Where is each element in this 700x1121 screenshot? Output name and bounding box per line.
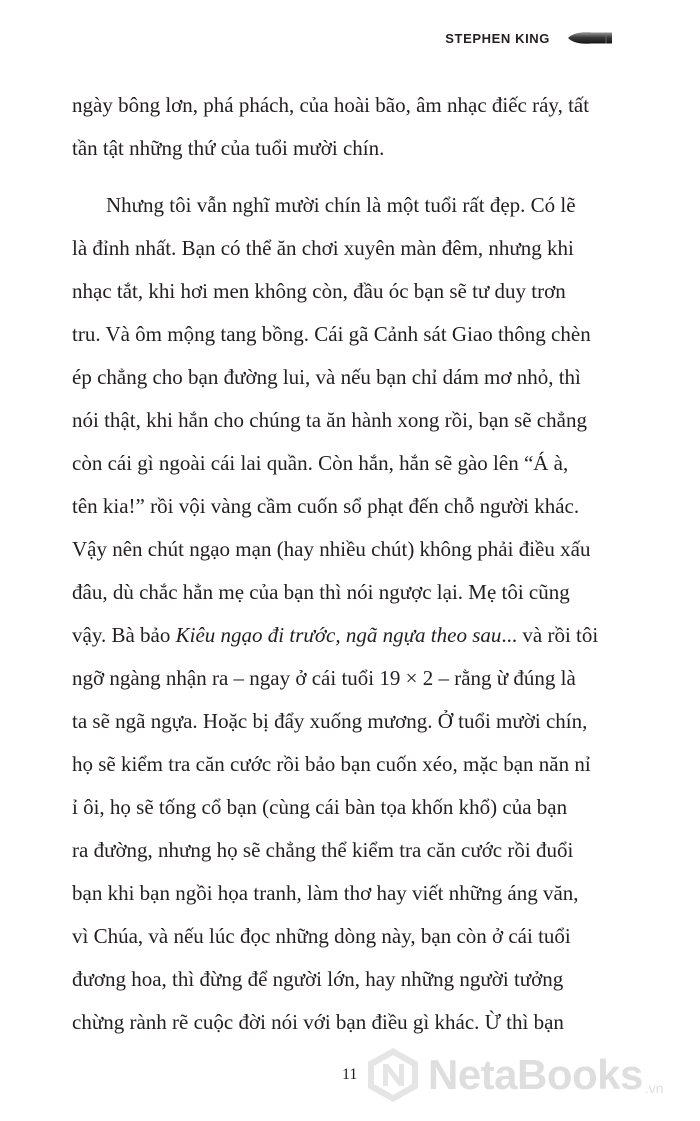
text-line: ngỡ ngàng nhận ra – ngay ở cái tuổi 19 × 2 – rằng ừ đúng là bbox=[72, 666, 576, 690]
text-line: nói thật, khi hắn cho chúng ta ăn hành xong rồi, bạn sẽ chẳng bbox=[72, 408, 587, 432]
watermark-suffix: .vn bbox=[644, 1080, 664, 1096]
page-number: 11 bbox=[342, 1066, 358, 1083]
text-line: bạn khi bạn ngồi họa tranh, làm thơ hay viết những áng văn, bbox=[72, 881, 579, 905]
text-line: vì Chúa, và nếu lúc đọc những dòng này, bạn còn ở cái tuổi bbox=[72, 924, 571, 948]
text-line bbox=[72, 614, 672, 657]
bullet-icon bbox=[566, 29, 670, 47]
text-line: đương hoa, thì đừng để người lớn, hay những người tưởng bbox=[72, 967, 564, 991]
italic-quote: Kiêu ngạo đi trước, ngã ngựa theo sau bbox=[175, 623, 502, 647]
watermark bbox=[364, 1040, 694, 1110]
text-line: tần tật những thứ của tuổi mười chín. bbox=[72, 136, 385, 160]
text-line: Nhưng tôi vẫn nghĩ mười chín là một tuổi rất đẹp. Có lẽ bbox=[106, 193, 576, 217]
text-line: tên kia!” rồi vội vàng cầm cuốn sổ phạt đến chỗ người khác. bbox=[72, 494, 580, 518]
text-line: tru. Và ôm mộng tang bồng. Cái gã Cảnh sát Giao thông chèn bbox=[72, 322, 591, 346]
text-line: đâu, dù chắc hẳn mẹ của bạn thì nói ngược lại. Mẹ tôi cũng bbox=[72, 580, 570, 604]
page-body bbox=[72, 84, 672, 1044]
text-line: còn cái gì ngoài cái lai quần. Còn hắn, hắn sẽ gào lên “Á à, bbox=[72, 451, 569, 475]
text-line: nhạc tắt, khi hơi men không còn, đầu óc bạn sẽ tư duy trơn bbox=[72, 279, 566, 303]
text-line: ngày bông lơn, phá phách, của hoài bão, âm nhạc điếc ráy, tất bbox=[72, 93, 590, 117]
text-line: ra đường, nhưng họ sẽ chẳng thể kiểm tra căn cước rồi đuổi bbox=[72, 838, 574, 862]
paragraph-1 bbox=[72, 84, 672, 170]
text-run: vậy. Bà bảo bbox=[72, 623, 176, 647]
text-line: chừng rành rẽ cuộc đời nói với bạn điều gì khác. Ừ thì bạn bbox=[72, 1010, 564, 1034]
text-line: là đỉnh nhất. Bạn có thể ăn chơi xuyên màn đêm, nhưng khi bbox=[72, 236, 574, 260]
running-header bbox=[445, 28, 670, 48]
text-line: ta sẽ ngã ngựa. Hoặc bị đẩy xuống mương. Ở tuổi mười chín, bbox=[72, 709, 588, 733]
text-line: ép chẳng cho bạn đường lui, và nếu bạn chỉ dám mơ nhỏ, thì bbox=[72, 365, 581, 389]
author-name: STEPHEN KING bbox=[445, 30, 550, 46]
paragraph-2 bbox=[72, 184, 672, 1044]
text-line: Vậy nên chút ngạo mạn (hay nhiều chút) không phải điều xấu bbox=[72, 537, 591, 561]
text-run: ... và rồi tôi bbox=[501, 623, 599, 647]
netabooks-logo-icon bbox=[364, 1046, 422, 1104]
text-line: ỉ ôi, họ sẽ tống cổ bạn (cùng cái bàn tọa khốn khổ) của bạn bbox=[72, 795, 568, 819]
text-line: họ sẽ kiểm tra căn cước rồi bảo bạn cuốn xéo, mặc bạn năn nỉ bbox=[72, 752, 591, 776]
watermark-brand: NetaBooks bbox=[428, 1051, 643, 1098]
